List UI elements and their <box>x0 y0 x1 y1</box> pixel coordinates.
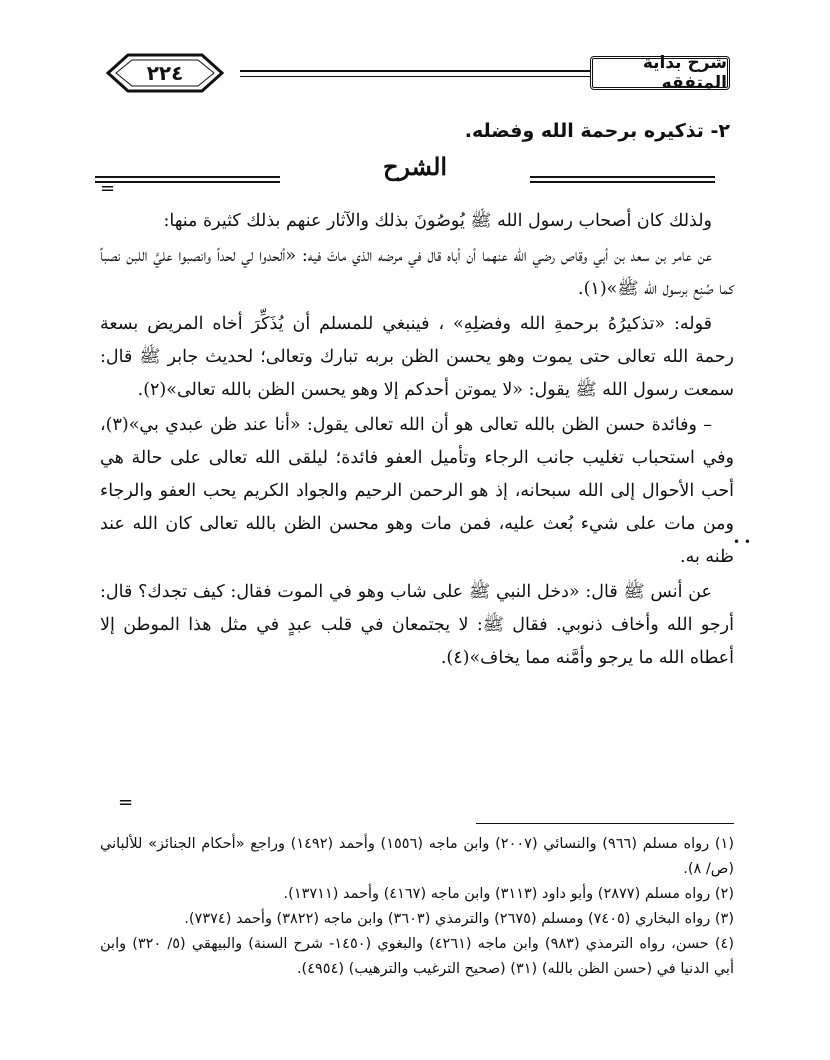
heading-rule-left <box>95 176 280 186</box>
header-rule <box>240 70 590 72</box>
paragraph-2: عن عامر بن سعد بن أبي وقاص رضي الله عنهما أن أباه قال في مرضه الذي ماتَ فيه: «ألحدوا لي لحداً وانصبوا عليَّ اللبن نصباً كما صُنِع برسول الله ﷺ»(١). <box>100 246 734 299</box>
footnote-3: (٣) رواه البخاري (٧٤٠٥) ومسلم (٢٦٧٥) والترمذي (٣٦٠٣) وابن ماجه (٣٨٢٢) وأحمد (٧٣٧٤). <box>184 911 734 927</box>
paragraph-3: قوله: «تذكيرُهُ برحمةِ الله وفضلِهِ» ، فينبغي للمسلم أن يُذَكِّرَ أخاه المريض بسعة رحمة الله تعالى حتى يموت وهو يحسن الظن بربه تبارك وتعالى؛ لحديث جابر ﷺ قال: سمعت رسول الله ﷺ يقول: «لا يموتن أحدكم إلا وهو يحسن الظن بالله تعالى»(٢). <box>100 314 734 400</box>
paragraph-1: ولذلك كان أصحاب رسول الله ﷺ يُوصُونَ بذلك والآثار عنهم بذلك كثيرة منها: <box>163 211 712 231</box>
continuation-mark-top: = <box>100 178 116 199</box>
footnote-2: (٢) رواه مسلم (٢٨٧٧) وأبو داود (٣١١٣) وابن ماجه (٤١٦٧) وأحمد (١٣٧١١). <box>283 886 734 902</box>
page-header <box>90 50 730 100</box>
page-number: ٢٢٤ <box>146 61 184 85</box>
list-item-2: ٢- تذكيره برحمة الله وفضله. <box>464 120 730 142</box>
header-rule-thin <box>240 76 590 77</box>
section-title: الشرح <box>382 152 448 181</box>
main-text <box>100 205 734 677</box>
section-heading <box>95 148 735 188</box>
footnotes <box>100 832 734 982</box>
footnote-separator <box>476 823 734 824</box>
margin-dots: • • <box>733 535 751 549</box>
continuation-mark-bottom: = <box>118 792 134 813</box>
paragraph-5: عن أنس ﷺ قال: «دخل النبي ﷺ على شاب وهو في الموت فقال: كيف تجدك؟ قال: أرجو الله وأخاف ذنوبي. فقال ﷺ: لا يجتمعان في قلب عبدٍ في مثل هذا الموطن إلا أعطاه الله ما يرجو وأمَّنه مما يخاف»(٤). <box>100 582 734 668</box>
paragraph-4: – وفائدة حسن الظن بالله تعالى هو أن الله تعالى يقول: «أنا عند ظن عبدي بي»(٣)، وفي استحباب تغليب جانب الرجاء وتأميل العفو فائدة؛ ليلقى الله تعالى على حالة هي أحب الأحوال إلى الله سبحانه، إذ هو الرحمن الرحيم والجواد الكريم يحب العفو والرجاء ومن مات على شيء بُعث عليه، فمن مات وهو محسن الظن بالله تعالى كان الله عند ظنه به. <box>100 415 734 567</box>
book-title: شرح بداية المتفقه <box>590 56 730 90</box>
footnote-4: (٤) حسن، رواه الترمذي (٩٨٣) وابن ماجه (٤٢٦١) والبغوي (١٤٥٠- شرح السنة) والبيهقي (٥/ ٣٢٠) وابن أبي الدنيا في (حسن الظن بالله) (٣١) (صحيح الترغيب والترهيب) (٤٩٥٤). <box>100 936 734 977</box>
footnote-1: (١) رواه مسلم (٩٦٦) والنسائي (٢٠٠٧) وابن ماجه (١٥٥٦) وأحمد (١٤٩٢) وراجع «أحكام الجنائز» للألباني (ص/ ٨). <box>100 836 734 877</box>
page-number-badge <box>90 52 240 94</box>
